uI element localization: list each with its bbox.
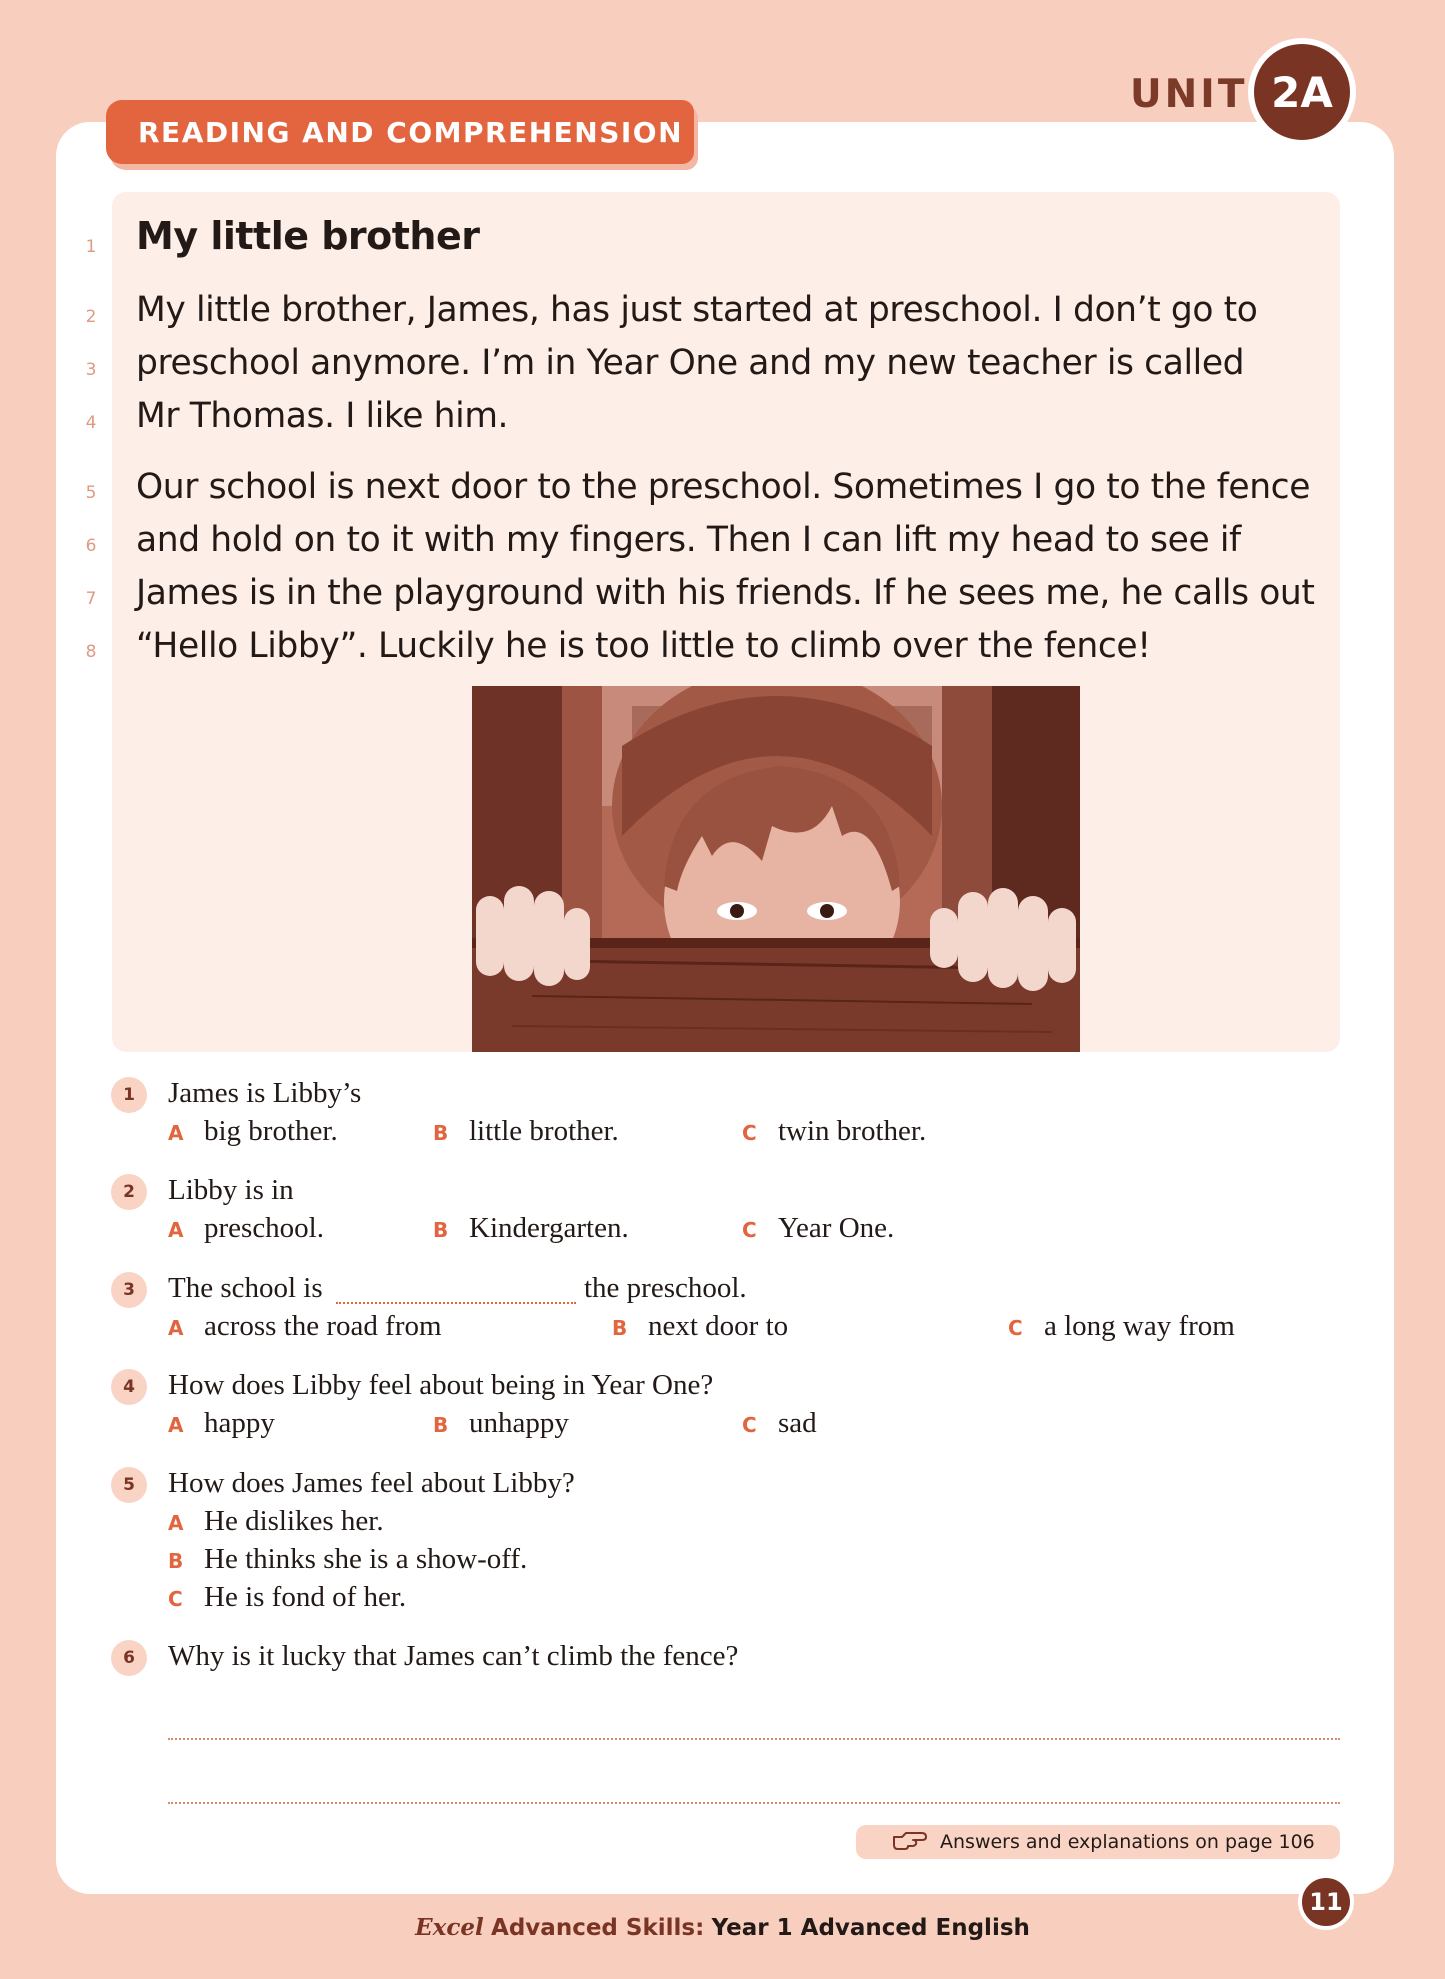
question-number: 3	[111, 1272, 147, 1308]
line-number: 1	[85, 237, 97, 257]
question-text-continued: the preschool.	[584, 1272, 747, 1304]
option-letter[interactable]: C	[742, 1413, 757, 1437]
question-number: 1	[111, 1077, 147, 1113]
option-text[interactable]: He is fond of her.	[204, 1581, 407, 1613]
question-number: 5	[111, 1467, 147, 1503]
story-line: James is in the playground with his friends. If he sees me, he calls out	[136, 573, 1315, 613]
question-text: James is Libby’s	[168, 1077, 362, 1109]
footer-book-title: Year 1 Advanced English	[711, 1915, 1030, 1941]
line-number: 6	[85, 536, 97, 556]
option-text[interactable]: little brother.	[469, 1115, 619, 1147]
story-title: My little brother	[136, 214, 480, 258]
answer-reference-text: Answers and explanations on page 106	[940, 1831, 1315, 1853]
option-letter[interactable]: C	[742, 1218, 757, 1242]
option-letter[interactable]: A	[168, 1218, 184, 1242]
footer-brand: Excel	[415, 1914, 484, 1941]
option-letter[interactable]: A	[168, 1121, 184, 1145]
footer	[0, 1914, 1445, 1941]
option-letter[interactable]: C	[1008, 1316, 1023, 1340]
question-text: Why is it lucky that James can’t climb the fence?	[168, 1640, 739, 1672]
question-number: 2	[111, 1174, 147, 1210]
question-text: Libby is in	[168, 1174, 294, 1206]
option-letter[interactable]: C	[168, 1587, 183, 1611]
line-number: 8	[85, 642, 97, 662]
option-text[interactable]: Kindergarten.	[469, 1212, 629, 1244]
story-line: Our school is next door to the preschool. Sometimes I go to the fence	[136, 467, 1311, 507]
option-letter[interactable]: B	[433, 1218, 449, 1242]
question-text: How does Libby feel about being in Year One?	[168, 1369, 714, 1401]
section-tab: READING AND COMPREHENSION	[106, 100, 694, 164]
answer-blank[interactable]	[336, 1302, 576, 1304]
option-text[interactable]: big brother.	[204, 1115, 338, 1147]
question-text: How does James feel about Libby?	[168, 1467, 575, 1499]
option-text[interactable]: next door to	[648, 1310, 789, 1342]
option-text[interactable]: sad	[778, 1407, 817, 1439]
option-letter[interactable]: A	[168, 1316, 184, 1340]
option-text[interactable]: twin brother.	[778, 1115, 927, 1147]
line-number: 5	[85, 483, 97, 503]
story-line: and hold on to it with my fingers. Then I can lift my head to see if	[136, 520, 1241, 560]
line-number: 4	[85, 413, 97, 433]
unit-label: UNIT	[1130, 72, 1248, 117]
story-line: My little brother, James, has just started at preschool. I don’t go to	[136, 290, 1258, 330]
question-text: The school is	[168, 1272, 323, 1304]
line-number: 2	[85, 307, 97, 327]
option-letter[interactable]: A	[168, 1511, 184, 1535]
option-letter[interactable]: C	[742, 1121, 757, 1145]
option-text[interactable]: preschool.	[204, 1212, 324, 1244]
option-letter[interactable]: B	[168, 1549, 184, 1573]
question-number: 6	[111, 1640, 147, 1676]
pointing-hand-icon	[892, 1829, 940, 1856]
option-letter[interactable]: A	[168, 1413, 184, 1437]
option-text[interactable]: He dislikes her.	[204, 1505, 384, 1537]
answer-reference[interactable]	[856, 1825, 1340, 1859]
option-letter[interactable]: B	[433, 1121, 449, 1145]
line-number: 7	[85, 589, 97, 609]
answer-line[interactable]	[168, 1802, 1340, 1804]
option-text[interactable]: unhappy	[469, 1407, 569, 1439]
option-letter[interactable]: B	[433, 1413, 449, 1437]
question-number: 4	[111, 1369, 147, 1405]
option-text[interactable]: a long way from	[1044, 1310, 1235, 1342]
story-line: Mr Thomas. I like him.	[136, 396, 509, 436]
story-line: “Hello Libby”. Luckily he is too little to climb over the fence!	[136, 626, 1151, 666]
option-text[interactable]: across the road from	[204, 1310, 442, 1342]
option-text[interactable]: happy	[204, 1407, 275, 1439]
line-number: 3	[85, 360, 97, 380]
option-text[interactable]: Year One.	[778, 1212, 895, 1244]
answer-line[interactable]	[168, 1738, 1340, 1740]
option-letter[interactable]: B	[612, 1316, 628, 1340]
girl-over-fence-photo	[472, 686, 1080, 1052]
page-number: 11	[1298, 1874, 1354, 1930]
option-text[interactable]: He thinks she is a show-off.	[204, 1543, 528, 1575]
story-line: preschool anymore. I’m in Year One and my new teacher is called	[136, 343, 1245, 383]
footer-series: Advanced Skills:	[491, 1915, 705, 1941]
unit-badge: 2A	[1248, 38, 1356, 146]
